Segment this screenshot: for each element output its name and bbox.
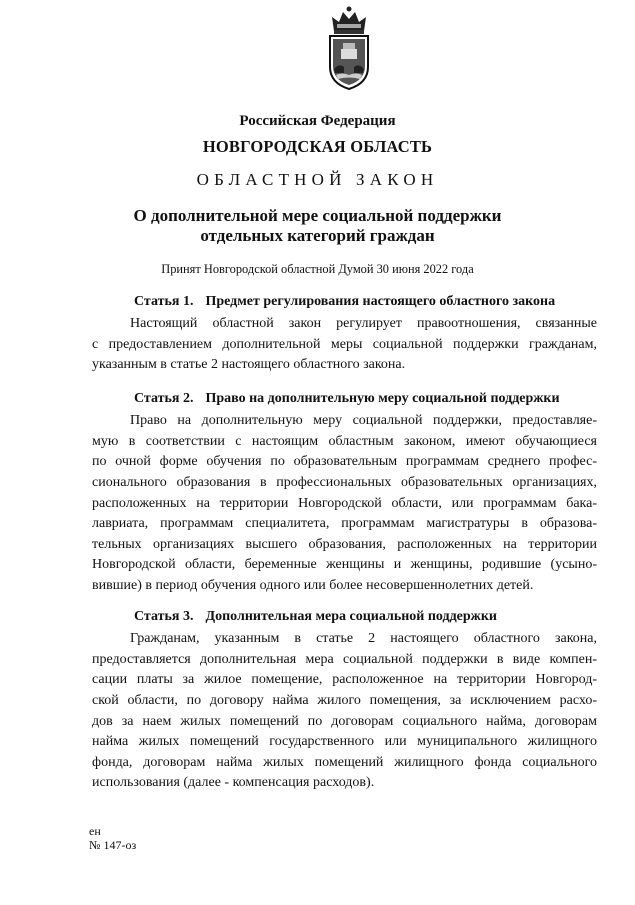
article-3-line: Гражданам, указанным в статье 2 настоящего областного закона, — [130, 631, 597, 646]
article-2-line: мую в соответствии с настоящим областным законом, имеют обучающиеся — [92, 434, 597, 449]
article-3-line: предоставляется дополнительная мера социальной поддержки в виде компен- — [92, 652, 597, 667]
article-3-line: сации платы за жилое помещение, расположенное на территории Новгород- — [92, 672, 597, 687]
article-2-line: лавриата, программам специалитета, программам магистратуры в образова- — [92, 516, 597, 531]
article-2-line: Право на дополнительную меру социальной поддержки, предоставляе- — [130, 413, 597, 428]
article-2-line: по очной форме обучения по образовательным программам среднего профес- — [92, 454, 597, 469]
article-1-line: Настоящий областной закон регулирует правоотношения, связанные — [130, 316, 597, 331]
article-3-heading — [134, 609, 497, 625]
coat-of-arms-icon — [322, 5, 376, 91]
executor-initials: ен — [89, 824, 101, 838]
law-title-line: О дополнительной мере социальной поддержки — [133, 206, 502, 225]
article-label: Статья 2. — [134, 391, 194, 406]
article-title: Право на дополнительную меру социальной поддержки — [205, 391, 560, 406]
country-name: Российская Федерация — [239, 113, 396, 129]
article-label: Статья 3. — [134, 609, 194, 624]
article-1-line: с предоставлением дополнительной меры социальной поддержки гражданам, — [92, 337, 597, 352]
article-2-line: Новгородской области, беременные женщины и женщины, родившие (усыно- — [92, 557, 597, 572]
region-name: НОВГОРОДСКАЯ ОБЛАСТЬ — [202, 137, 433, 156]
article-1-heading — [134, 294, 555, 310]
adoption-note: Принят Новгородской областной Думой 30 июня 2022 года — [161, 262, 474, 276]
article-3-line: фонда, договорам найма жилых помещений жилищного фонда социального — [92, 755, 597, 770]
article-2-heading — [134, 391, 560, 407]
article-2-line: расположенных на территории Новгородской области, или программам бака- — [92, 496, 597, 511]
law-number: № 147-оз — [89, 838, 137, 852]
law-title — [0, 206, 635, 246]
article-title: Предмет регулирования настоящего областного закона — [205, 294, 556, 309]
article-2-line: сионального образования в профессиональных образовательных организациях, — [92, 475, 597, 490]
law-type: ОБЛАСТНОЙ ЗАКОН — [196, 170, 439, 189]
article-3-line: дов за наем жилых помещений по договорам социального найма, договорам — [92, 714, 597, 729]
article-3-line: ской области, по договору найма жилого помещения, за исключением расхо- — [92, 693, 597, 708]
article-2-line: тельных организациях высшего образования, расположенных на территории — [92, 537, 597, 552]
article-2-line: вившие) в период обучения одного или более несовершеннолетних детей. — [92, 578, 534, 593]
article-3-line: найма жилых помещений государственного или муниципального жилищного — [92, 734, 597, 749]
article-1-line: указанным в статье 2 настоящего областного закона. — [92, 357, 406, 372]
article-title: Дополнительная мера социальной поддержки — [205, 609, 497, 624]
article-label: Статья 1. — [134, 294, 194, 309]
article-3-line: использования (далее - компенсация расходов). — [92, 775, 375, 790]
law-title-line: отдельных категорий граждан — [200, 226, 435, 245]
